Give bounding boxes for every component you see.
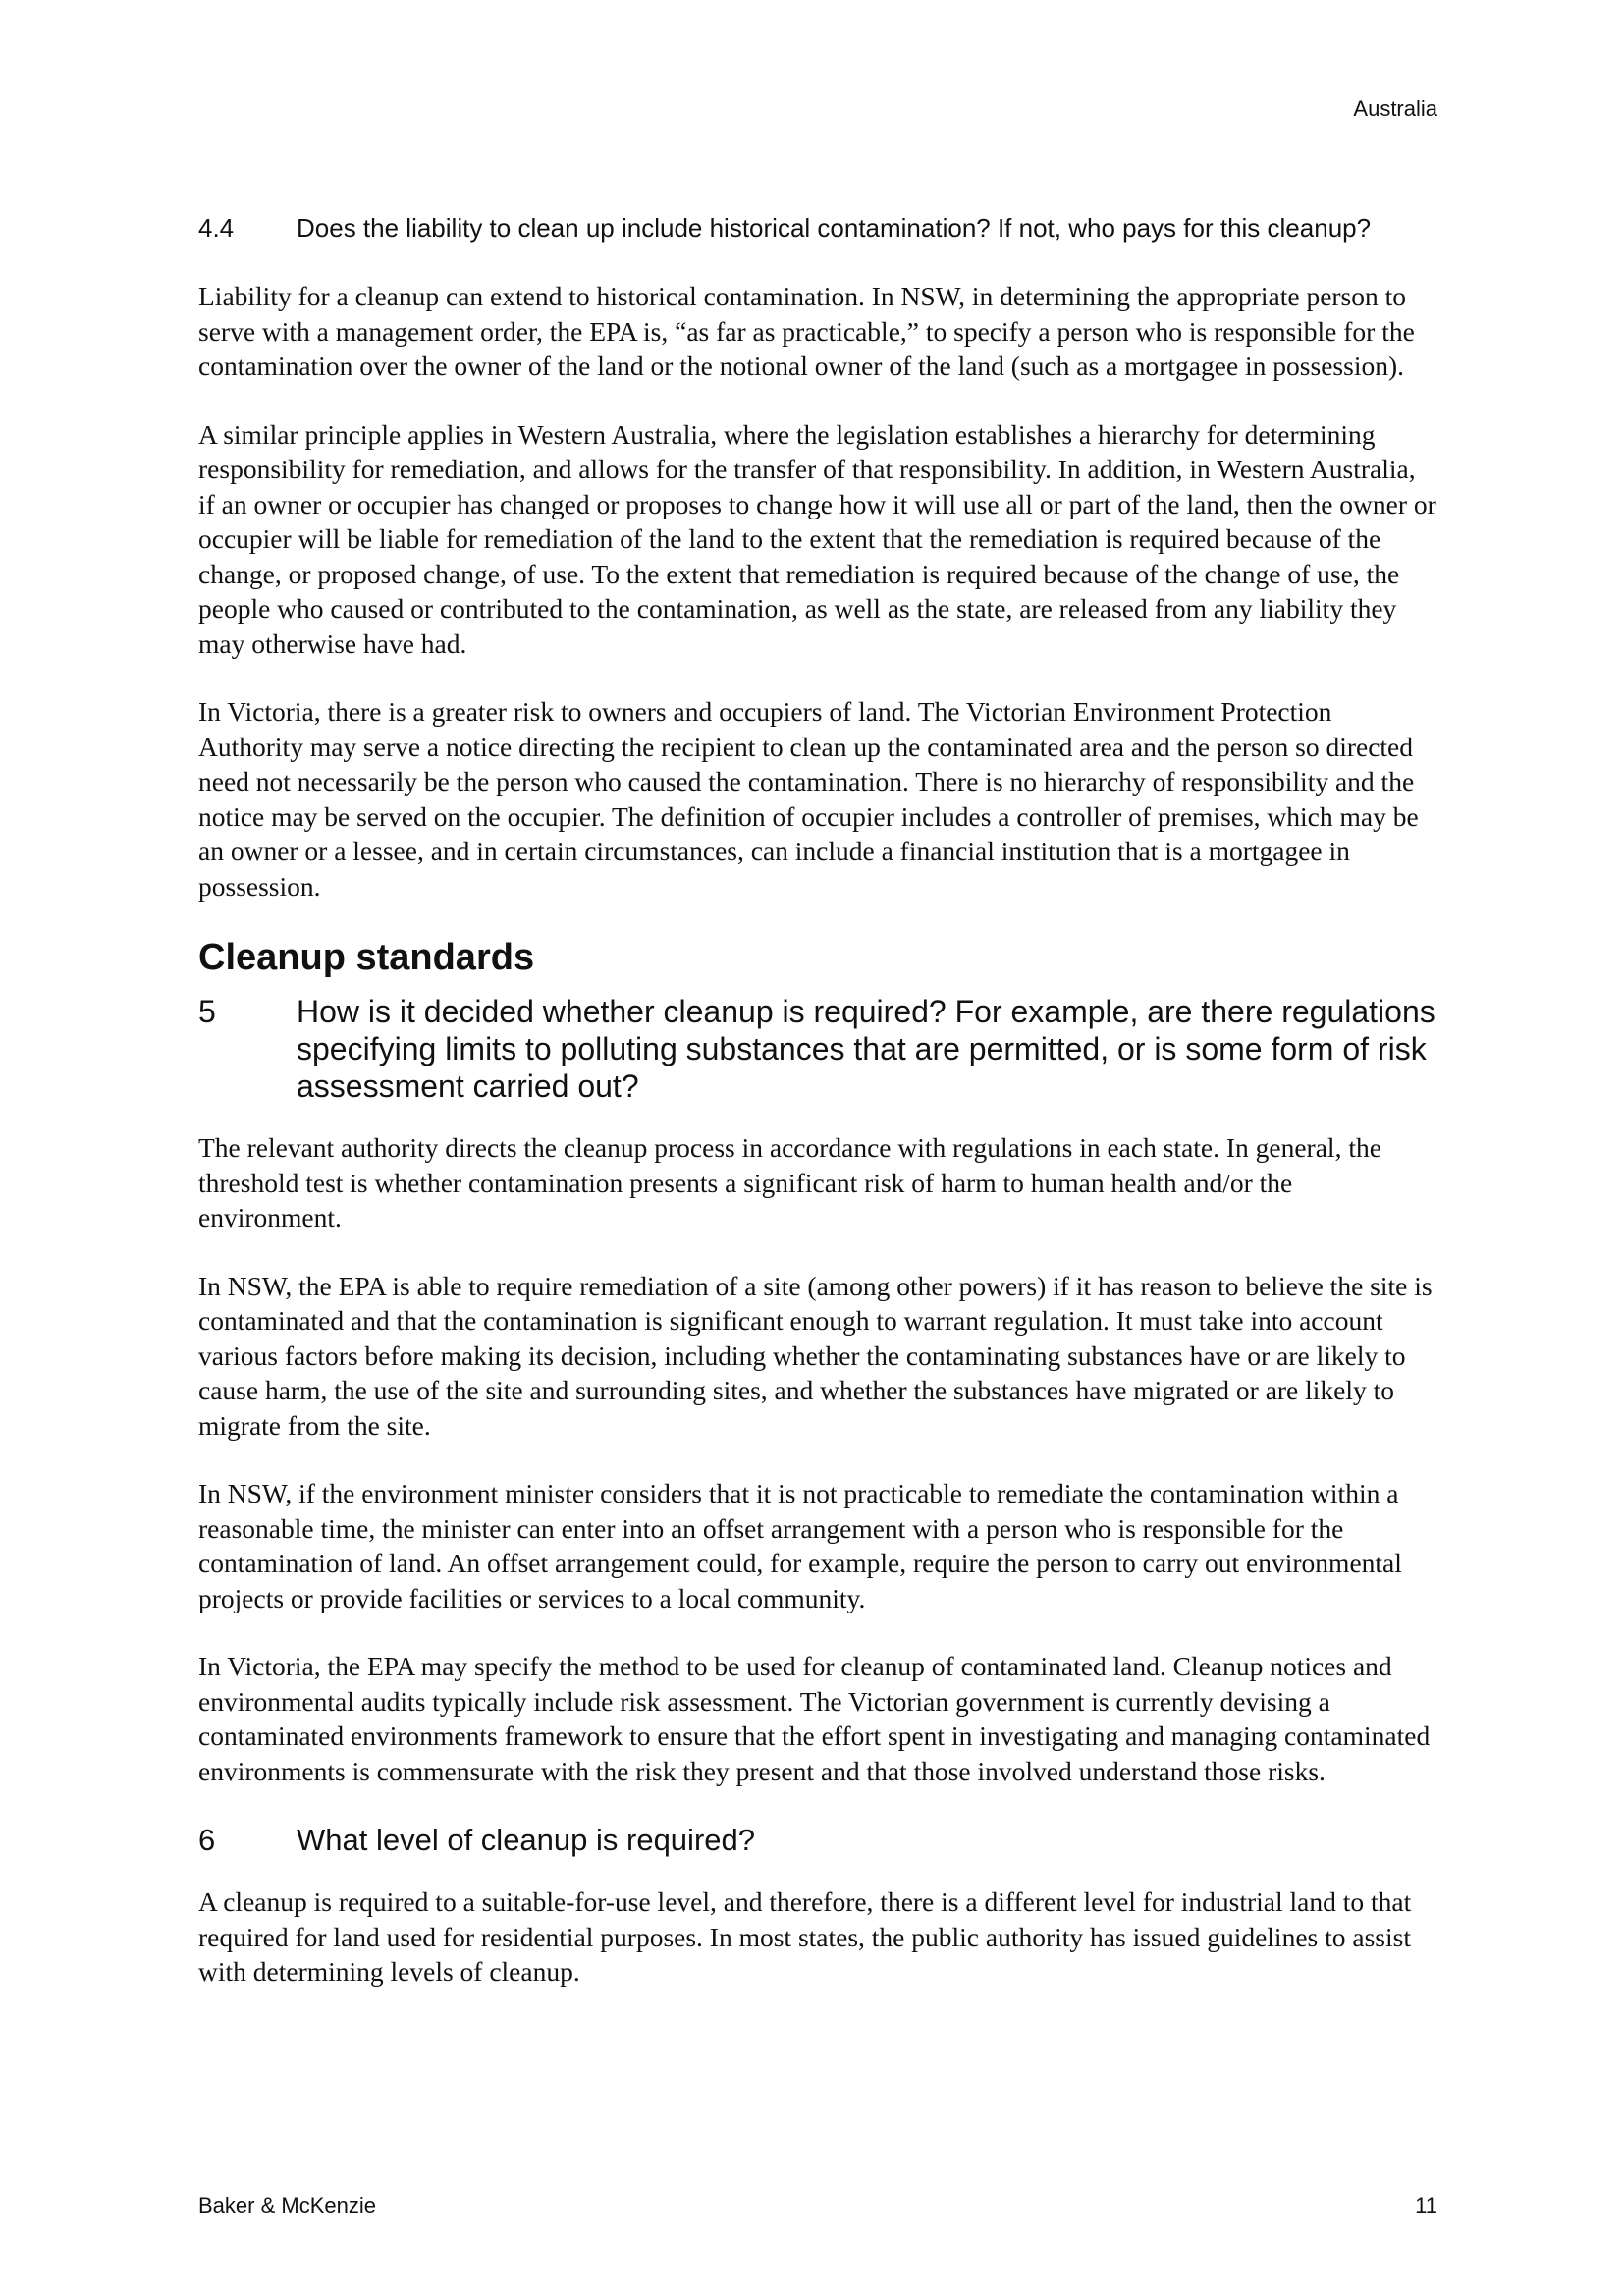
section-heading: Cleanup standards <box>198 937 535 979</box>
paragraph: In Victoria, there is a greater risk to owners and occupiers of land. The Victorian Environment Protection Authority may serve a notice directing the recipient to clean up the contaminated area and the person so directed need not necessarily be the person who caused the contamination. There is no hierarchy of responsibility and the notice may be served on the occupier. The definition of occupier includes a controller of premises, which may be an owner or a lessee, and in certain circumstances, can include a financial institution that is a mortgagee in possession. <box>198 696 1419 902</box>
question-4-4 <box>198 211 1437 246</box>
paragraph: In NSW, the EPA is able to require remediation of a site (among other powers) if it has reason to believe the site is contaminated and that the contamination is significant enough to warrant regulation. It must take into account various factors before making its decision, including whether the contaminating substances have or are likely to cause harm, the use of the site and surrounding sites, and whether the substances have migrated or are likely to migrate from the site. <box>198 1270 1433 1441</box>
question-text: What level of cleanup is required? <box>297 1823 755 1858</box>
paragraph: In NSW, if the environment minister considers that it is not practicable to remediate the contamination within a reasonable time, the minister can enter into an offset arrangement with a person who is responsible for the contamination of land. An offset arrangement could, for example, require the person to carry out environmental projects or provide facilities or services to a local community. <box>198 1478 1402 1613</box>
page-content <box>198 211 1437 2023</box>
footer-firm-name: Baker & McKenzie <box>198 2193 376 2217</box>
question-number: 4.4 <box>198 213 235 243</box>
question-number: 5 <box>198 994 216 1030</box>
paragraph: A similar principle applies in Western Australia, where the legislation establishes a hierarchy for determining responsibility for remediation, and allows for the transfer of that responsibility. In addition, in Western Australia, if an owner or occupier has changed or proposes to change how it will use all or part of the land, then the owner or occupier will be liable for remediation of the land to the extent that the remediation is required because of the change, or proposed change, of use. To the extent that remediation is required because of the change of use, the people who caused or contributed to the contamination, as well as the state, are released from any liability they may otherwise have had. <box>198 418 1436 659</box>
paragraph: The relevant authority directs the cleanup process in accordance with regulations in each state. In general, the threshold test is whether contamination presents a significant risk of harm to human health and/or the environment. <box>198 1132 1381 1233</box>
running-header: Australia <box>1353 96 1437 121</box>
question-5 <box>198 993 1437 1105</box>
paragraph: A cleanup is required to a suitable-for-use level, and therefore, there is a different level for industrial land to that required for land used for residential purposes. In most states, the public authority has issued guidelines to assist with determining levels of cleanup. <box>198 1886 1412 1988</box>
paragraph: In Victoria, the EPA may specify the method to be used for cleanup of contaminated land. Cleanup notices and environmental audits typically include risk assessment. The Victorian government is currently devising a contaminated environments framework to ensure that the effort spent in investigating and managing contaminated environments is commensurate with the risk they present and that those involved understand those risks. <box>198 1651 1431 1786</box>
question-6 <box>198 1822 1437 1859</box>
question-text: Does the liability to clean up include historical contamination? If not, who pays for this cleanup? <box>297 213 1372 243</box>
question-number: 6 <box>198 1823 216 1858</box>
question-text: How is it decided whether cleanup is required? For example, are there regulations specifying limits to polluting substances that are permitted, or is some form of risk assessment carried out? <box>297 994 1435 1105</box>
paragraph: Liability for a cleanup can extend to historical contamination. In NSW, in determining the appropriate person to serve with a management order, the EPA is, “as far as practicable,” to specify a person who is responsible for the contamination over the owner of the land or the notional owner of the land (such as a mortgagee in possession). <box>198 281 1415 382</box>
footer-page-number: 11 <box>1415 2193 1437 2217</box>
